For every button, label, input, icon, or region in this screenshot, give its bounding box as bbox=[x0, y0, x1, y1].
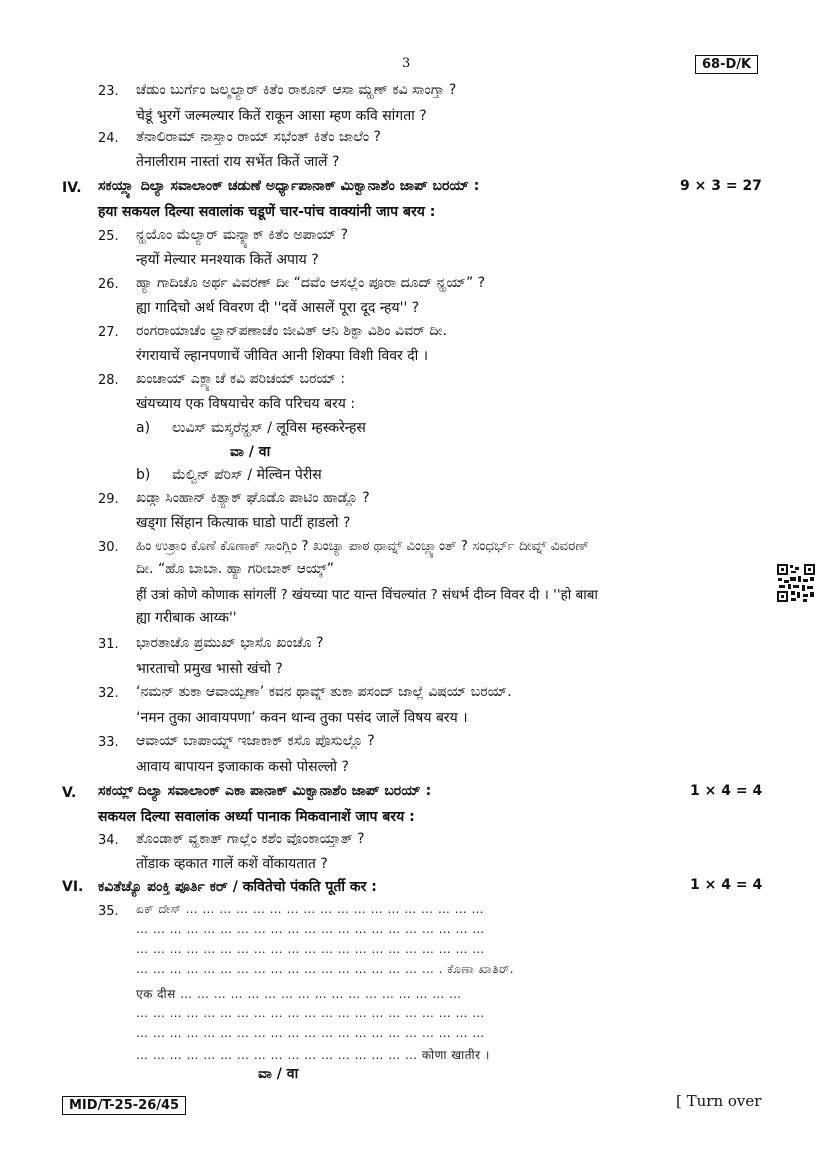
question-kannada: ತೆನಾಲಿರಾಮ್ ನಾಸ್ತಾಂ ರಾಯ್ ಸಭೆಂತ್ ಕಿತೆಂ ಜಾಲೆಂ ? bbox=[136, 129, 381, 145]
question-number: 23. bbox=[98, 84, 119, 99]
question-number: 31. bbox=[98, 637, 119, 652]
section-marks: 1 × 4 = 4 bbox=[690, 783, 763, 799]
question-number: 24. bbox=[98, 131, 119, 146]
or-separator: ವಾ / वा bbox=[258, 1066, 299, 1082]
section-number: IV. bbox=[62, 180, 82, 196]
section-instruction-kannada: ಸಕಯ್ಲ್ ದಿಲ್ಯಾ ಸವಾಲಾಂಕ್ ಎಕಾ ಪಾನಾಕ್ ಮಿಕ್ವಾನಾಶೆಂ ಜಾಪ್ ಬರಯ್ : bbox=[98, 783, 432, 799]
poem-line: … … … … … … … … … … … … … … … … … … … … … bbox=[136, 1006, 485, 1020]
question-kannada-cont: ದೀ. “ಹೊ ಬಾಬಾ. ಹ್ಯಾ ಗರೀಬಾಕ್ ಆಯ್ಕ್” bbox=[136, 561, 334, 577]
question-number: 26. bbox=[98, 277, 119, 292]
footer-code: MID/T-25-26/45 bbox=[62, 1096, 186, 1115]
question-devanagari: चेडूं भुरगें जल्मल्यार कितें राकून आसा म्हण कवि सांगता ? bbox=[136, 108, 427, 124]
question-number: 28. bbox=[98, 373, 119, 388]
option-label: a) bbox=[136, 420, 151, 436]
section-marks: 1 × 4 = 4 bbox=[690, 877, 763, 893]
question-kannada: ಚೆಡುಂ ಬುರ್ಗೆಂ ಜಲ್ಮಲ್ಯಾರ್ ಕಿತೆಂ ರಾಕೂನ್ ಆಸಾ ಮ್ಹಣ್ ಕವಿ ಸಾಂಗ್ತಾ ? bbox=[136, 82, 457, 98]
option-label: b) bbox=[136, 467, 151, 483]
question-devanagari: तेनालीराम नास्तां राय सभेंत कितें जालें ? bbox=[136, 154, 340, 170]
question-kannada: ರಂಗರಾಯಾಚೆಂ ಲ್ಹಾನ್‌ಪಣಾಚೆಂ ಜೀವಿತ್ ಆನಿ ಶಿಕ್ಪಾ ವಿಶಿಂ ವಿವರ್ ದೀ. bbox=[136, 323, 447, 339]
question-devanagari: हीं उत्रां कोणे कोणाक सांगलीं ? खंयच्या पाट यान्त विंचल्यांत ? संधर्भ दीव्न विवर दी । ''हो बाबा bbox=[136, 587, 598, 603]
poem-line: … … … … … … … … … … … … … … … … … … … … … bbox=[136, 922, 485, 936]
question-number: 35. bbox=[98, 904, 119, 919]
poem-line: … … … … … … … … … … … … … … … … … … … … … bbox=[136, 1026, 485, 1040]
turn-over-label: [ Turn over bbox=[676, 1092, 762, 1110]
question-devanagari: तोंडाक व्हकात गालें कशें वोंकायतात ? bbox=[136, 856, 328, 872]
question-kannada: ಭಾರತಾಚೊ ಪ್ರಮುಖ್ ಭಾಸೊ ಖಂಚೊ ? bbox=[136, 635, 324, 651]
question-number: 30. bbox=[98, 540, 119, 555]
or-separator: ವಾ / वा bbox=[230, 444, 271, 460]
question-devanagari: न्हयों मेल्यार मनश्याक कितें अपाय ? bbox=[136, 252, 319, 268]
question-kannada: ‘ನಮನ್ ತುಕಾ ಆವಾಯ್ಪಣಾ’ ಕವನ ಥಾವ್ನ್ ತುಕಾ ಪಸಂದ್ ಜಾಲ್ಲೆ ವಿಷಯ್ ಬರಯ್. bbox=[136, 684, 512, 700]
question-devanagari: रंगरायाचें ल्हानपणाचें जीवित आनी शिक्पा विशी विवर दी । bbox=[136, 348, 429, 364]
question-devanagari: खंयच्याय एक विषयाचेर कवि परिचय बरय : bbox=[136, 396, 356, 412]
question-number: 27. bbox=[98, 325, 119, 340]
qr-code-icon bbox=[776, 563, 816, 603]
section-number: V. bbox=[62, 785, 77, 801]
question-number: 25. bbox=[98, 229, 119, 244]
section-number: VI. bbox=[62, 879, 84, 895]
question-kannada: ಖಡ್ಗಾ ಸಿಂಹಾನ್ ಕಿತ್ಯಾಕ್ ಘೊಡೊ ಪಾಟಿಂ ಹಾಡ್ಲೊ ? bbox=[136, 490, 370, 506]
page-number: 3 bbox=[402, 56, 411, 71]
section-marks: 9 × 3 = 27 bbox=[680, 178, 762, 194]
poem-line: एक दीस … … … … … … … … … … … … … … … … … bbox=[136, 987, 462, 1001]
question-kannada: ನ್ಹಯೊಂ ಮೆಲ್ಯಾರ್ ಮನ್ಶ್ಯಾಕ್ ಕಿತೆಂ ಅಪಾಯ್ ? bbox=[136, 227, 349, 243]
poem-line: … … … … … … … … … … … … … … … … … … . ಕೊಣಾ ಖಾತಿರ್. bbox=[136, 962, 515, 976]
section-instruction-kannada: ಸಕಯ್ಲ್ಯಾ ದಿಲ್ಯಾ ಸವಾಲಾಂಕ್ ಚಡುಣೆ ಅರ್ಧ್ಯಾಪಾನಾಕ್ ಮಿಕ್ವಾನಾಶೆಂ ಜಾಪ್ ಬರಯ್ : bbox=[98, 178, 480, 194]
question-kannada: ಹಿಂ ಉತ್ರಾಂ ಕೊಣೆ ಕೊಣಾಕ್ ಸಾಂಗ್ಲಿಂ ? ಖಂಚ್ಯಾ ಪಾಠ ಥಾವ್ನ್ ವಿಂಚ್ಲ್ಯಾಂತ್ ? ಸಂಧರ್ಭ್ ದೀವ್ನ್ ವಿವರಣ್ bbox=[136, 538, 589, 554]
question-devanagari: ‘नमन तुका आवायपणा’ कवन थान्व तुका पसंद जालें विषय बरय । bbox=[136, 710, 468, 726]
paper-code: 68-D/K bbox=[695, 55, 758, 74]
question-devanagari: खड्गा सिंहान कित्याक घाडो पाटीं हाडलो ? bbox=[136, 515, 351, 531]
question-devanagari: आवाय बापायन इजाकाक कसो पोसल्लो ? bbox=[136, 759, 349, 775]
question-devanagari: भारताचो प्रमुख भासो खंचो ? bbox=[136, 661, 283, 677]
poem-line: … … … … … … … … … … … … … … … … … कोणा खातीर । bbox=[136, 1048, 490, 1062]
question-number: 29. bbox=[98, 492, 119, 507]
question-number: 33. bbox=[98, 735, 119, 750]
question-number: 34. bbox=[98, 833, 119, 848]
poem-line: … … … … … … … … … … … … … … … … … … … … … bbox=[136, 942, 485, 956]
question-number: 32. bbox=[98, 686, 119, 701]
question-kannada: ಖಂಚಾಯ್ ಎಕ್ಲ್ಯಾಚೆ ಕವಿ ಪರಿಚಯ್ ಬರಯ್ : bbox=[136, 371, 346, 387]
section-instruction-devanagari: हया सकयल दिल्या सवालांक चडूणें चार-पांच वाक्यांनी जाप बरय : bbox=[98, 204, 436, 220]
option-text: ಮೆಲ್ವಿನ್ ಪೆರಿಸ್ / मेल्विन पेरीस bbox=[172, 467, 322, 483]
question-kannada: ತೊಂಡಾಕ್ ವ್ಹಕಾತ್ ಗಾಲ್ಲೆಂ ಕಶೆಂ ವೊಂಕಾಯ್ತಾತ್ ? bbox=[136, 831, 365, 847]
question-devanagari-cont: ह्या गरीबाक आय्क'' bbox=[136, 610, 237, 626]
question-kannada: ಆವಾಯ್ ಬಾಪಾಯ್ನ್ ಇಜಾಕಾಕ್ ಕಸೊ ಪೊಸುಲ್ಲೊ ? bbox=[136, 733, 375, 749]
poem-line: ಏಕ್ ದೇಸ್ … … … … … … … … … … … … … … … … … … bbox=[136, 902, 484, 916]
question-kannada: ಹ್ಯಾ ಗಾದಿಚೊ ಅರ್ಥ ವಿವರಣ್ ದೀ “ದವೆಂ ಆಸಲ್ಲೆಂ ಪೂರಾ ದೂದ್ ನ್ಹಯ್” ? bbox=[136, 275, 486, 291]
section-instruction: ಕವಿತೆಚ್ಯೊ ಪಂಕ್ತಿ ಪೂರ್ತಿ ಕರ್ / कवितेचो पंकति पूर्ती कर : bbox=[98, 879, 377, 895]
section-instruction-devanagari: सकयल दिल्या सवालांक अर्ध्या पानाक मिकवानाशें जाप बरय : bbox=[98, 809, 415, 825]
option-text: ಲುವಿಸ್ ಮಸ್ಕರೆನ್ಹಸ್ / लूविस म्हस्करेन्हस bbox=[172, 420, 366, 436]
question-devanagari: ह्या गादिचो अर्थ विवरण दी ''दवें आसलें पूरा दूद न्हय'' ? bbox=[136, 300, 420, 316]
